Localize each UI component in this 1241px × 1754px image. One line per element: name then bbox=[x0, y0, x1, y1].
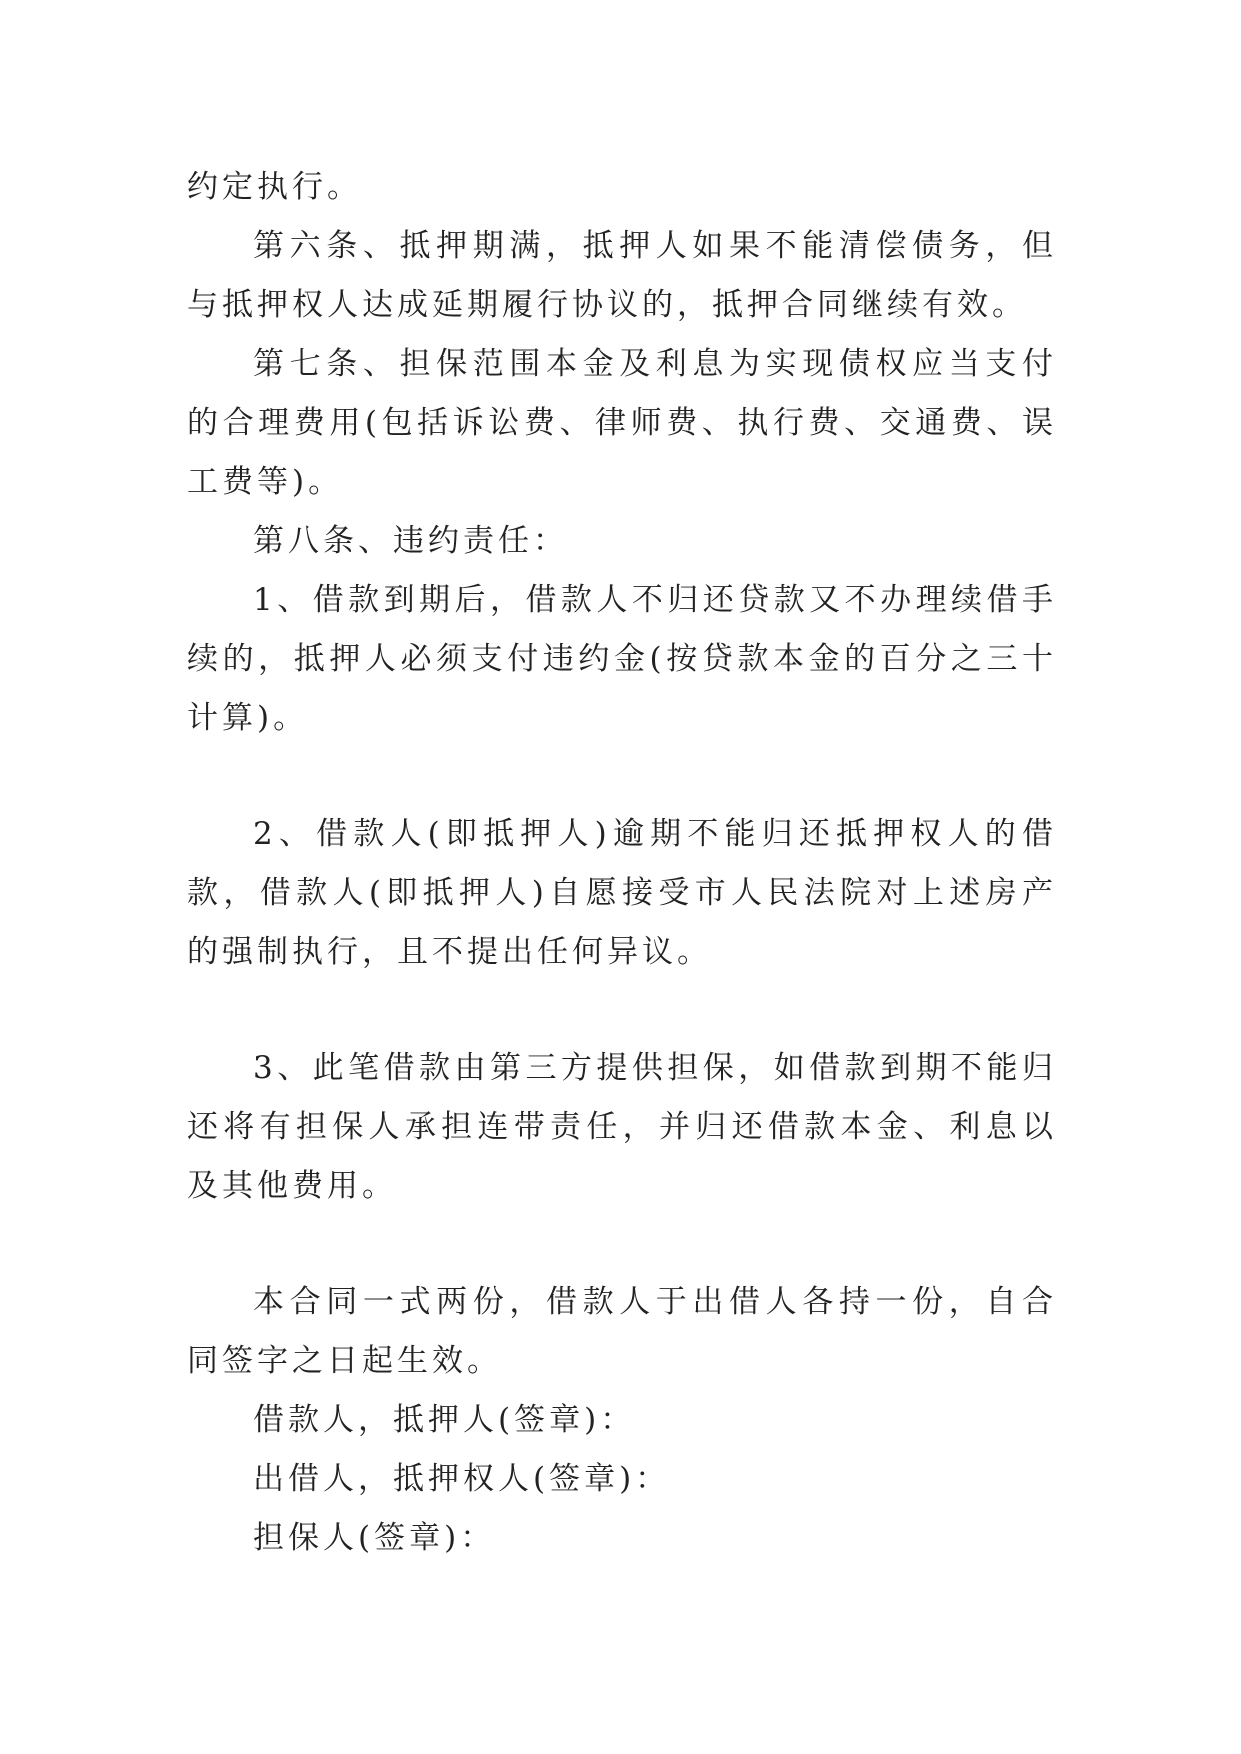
guarantor-signature-line: 担保人(签章)： bbox=[253, 1520, 496, 1556]
borrower-signature-line: 借款人，抵押人(签章)： bbox=[253, 1402, 636, 1438]
article-eight-heading: 第八条、违约责任： bbox=[253, 523, 568, 559]
breach-clause-1: 1、借款到期后，借款人不归还贷款又不办理续借手续的，抵押人必须支付违约金(按贷款本金的百分之三十计算)。 bbox=[187, 582, 1057, 736]
article-seven: 第七条、担保范围本金及利息为实现债权应当支付的合理费用(包括诉讼费、律师费、执行费、交通费、误工费等)。 bbox=[187, 346, 1057, 500]
article-six: 第六条、抵押期满，抵押人如果不能清偿债务，但与抵押权人达成延期履行协议的，抵押合同继续有效。 bbox=[187, 228, 1057, 323]
paragraph-continuation: 约定执行。 bbox=[187, 169, 362, 205]
breach-clause-3: 3、此笔借款由第三方提供担保，如借款到期不能归还将有担保人承担连带责任，并归还借款本金、利息以及其他费用。 bbox=[187, 1050, 1057, 1204]
contract-effectiveness: 本合同一式两份，借款人于出借人各持一份，自合同签字之日起生效。 bbox=[187, 1284, 1057, 1379]
document-body bbox=[187, 158, 1057, 1568]
breach-clause-2: 2、借款人(即抵押人)逾期不能归还抵押权人的借款，借款人(即抵押人)自愿接受市人民法院对上述房产的强制执行，且不提出任何异议。 bbox=[187, 816, 1057, 970]
lender-signature-line: 出借人，抵押权人(签章)： bbox=[253, 1461, 671, 1497]
